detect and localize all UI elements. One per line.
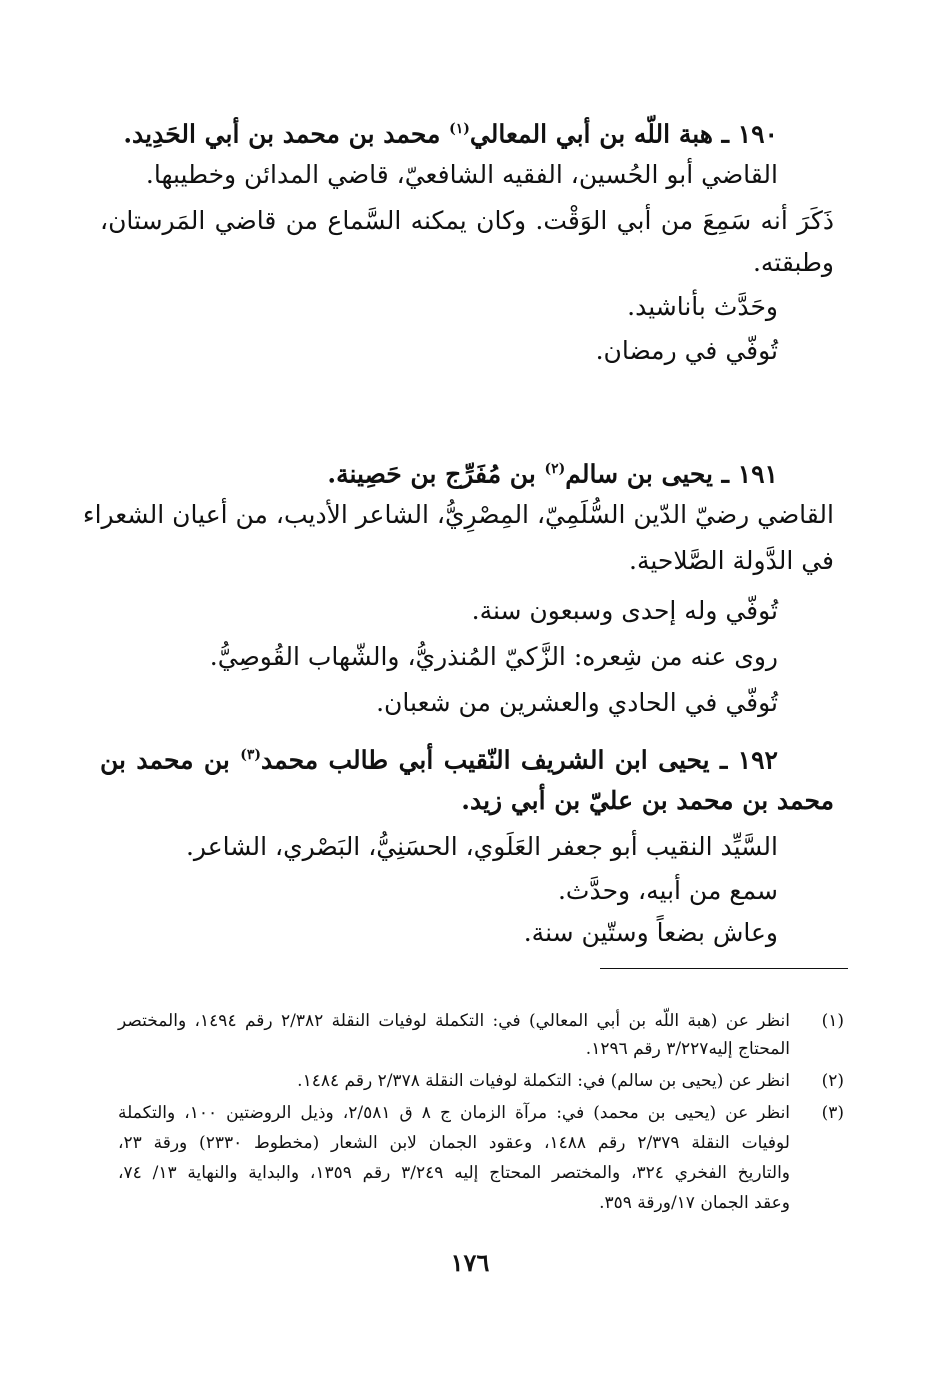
footnote-1-line-1: انظر عن (هبة اللّه بن أبي المعالي) في: التكملة لوفيات النقلة ٢/٣٨٢ رقم ١٤٩٤، والمختصر <box>118 1011 790 1031</box>
entry-192-heading <box>100 738 778 777</box>
entry-192-heading-line-2: محمد بن محمد بن عليّ بن أبي زيد. <box>461 786 834 815</box>
entry-190-title-cont: محمد بن محمد بن أبي الحَدِيد. <box>123 119 450 149</box>
page-number: ١٧٦ <box>450 1248 490 1277</box>
footnote-1-number: (١) <box>821 1011 844 1031</box>
entry-192-line-2: سمع من أبيه، وحدَّث. <box>557 876 778 905</box>
entry-190-line-3: وطبقته. <box>752 248 834 277</box>
entry-190-line-1: القاضي أبو الحُسين، الفقيه الشافعيّ، قاضي المدائن وخطيبها. <box>145 160 778 189</box>
entry-190-line-5: تُوفّي في رمضان. <box>595 336 778 365</box>
entry-191-line-4: روى عنه من شِعره: الزَّكيّ المُنذريُّ، والشّهاب القُوصِيُّ. <box>209 642 778 671</box>
entry-192-line-3: وعاش بضعاً وستّين سنة. <box>523 918 778 947</box>
entry-191-line-1: القاضي رضيّ الدّين السُّلَمِيّ، المِصْرِيُّ، الشاعر الأديب، من أعيان الشعراء <box>82 500 834 529</box>
entry-192-title: ١٩٢ ـ يحيى ابن الشريف النّقيب أبي طالب محمد <box>261 745 778 775</box>
footnote-marker-2[interactable]: (٢) <box>544 461 566 477</box>
entry-190-heading <box>123 112 778 151</box>
footnote-3-line-1: انظر عن (يحيى بن محمد) في: مرآة الزمان ج ٨ ق ٢/٥٨١، وذيل الروضتين ١٠٠، والتكملة <box>118 1103 791 1123</box>
entry-190-line-4: وحَدَّث بأناشيد. <box>627 292 778 321</box>
footnote-3-number: (٣) <box>821 1103 844 1123</box>
entry-192-title-cont: بن محمد بن <box>100 745 241 775</box>
entry-192-line-1: السَّيِّد النقيب أبو جعفر العَلَوي، الحسَنِيُّ، البَصْري، الشاعر. <box>185 832 778 861</box>
entry-191-heading <box>327 452 778 491</box>
footnote-2-line-1: انظر عن (يحيى بن سالم) في: التكملة لوفيات النقلة ٢/٣٧٨ رقم ١٤٨٤. <box>297 1071 790 1091</box>
entry-191-line-3: تُوفّي وله إحدى وسبعون سنة. <box>471 596 778 625</box>
footnote-3-line-4: وعقد الجمان ١٧/ورقة ٣٥٩. <box>599 1193 790 1213</box>
entry-190-title: ١٩٠ ـ هبة اللّه بن أبي المعالي <box>469 119 778 149</box>
footnote-3-line-3: والتاريخ الفخري ٣٢٤، والمختصر المحتاج إليه ٣/٢٤٩ رقم ١٣٥٩، والبداية والنهاية ١٣/ ٧٤، <box>118 1163 790 1183</box>
footnote-marker-3[interactable]: (٣) <box>240 747 262 763</box>
footnote-2-number: (٢) <box>821 1071 844 1091</box>
footnote-marker-1[interactable]: (١) <box>449 121 470 137</box>
footnote-separator <box>600 968 848 969</box>
entry-191-line-5: تُوفّي في الحادي والعشرين من شعبان. <box>376 688 778 717</box>
entry-191-line-2: في الدَّولة الصَّلاحية. <box>629 546 834 575</box>
entry-191-title: ١٩١ ـ يحيى بن سالم <box>565 459 778 489</box>
footnote-1-line-2: المحتاج إليه٣/٢٢٧ رقم ١٢٩٦. <box>585 1039 790 1059</box>
entry-190-line-2: ذَكَرَ أنه سَمِعَ من أبي الوَقْت. وكان يمكنه السَّماع من قاضي المَرستان، <box>100 206 834 235</box>
footnote-3-line-2: لوفيات النقلة ٢/٣٧٩ رقم ١٤٨٨، وعقود الجمان لابن الشعار (مخطوط ٢٣٣٠) ورقة ٢٣، <box>118 1133 790 1153</box>
entry-191-title-cont: بن مُفَرِّج بن حَصِينة. <box>327 459 545 489</box>
